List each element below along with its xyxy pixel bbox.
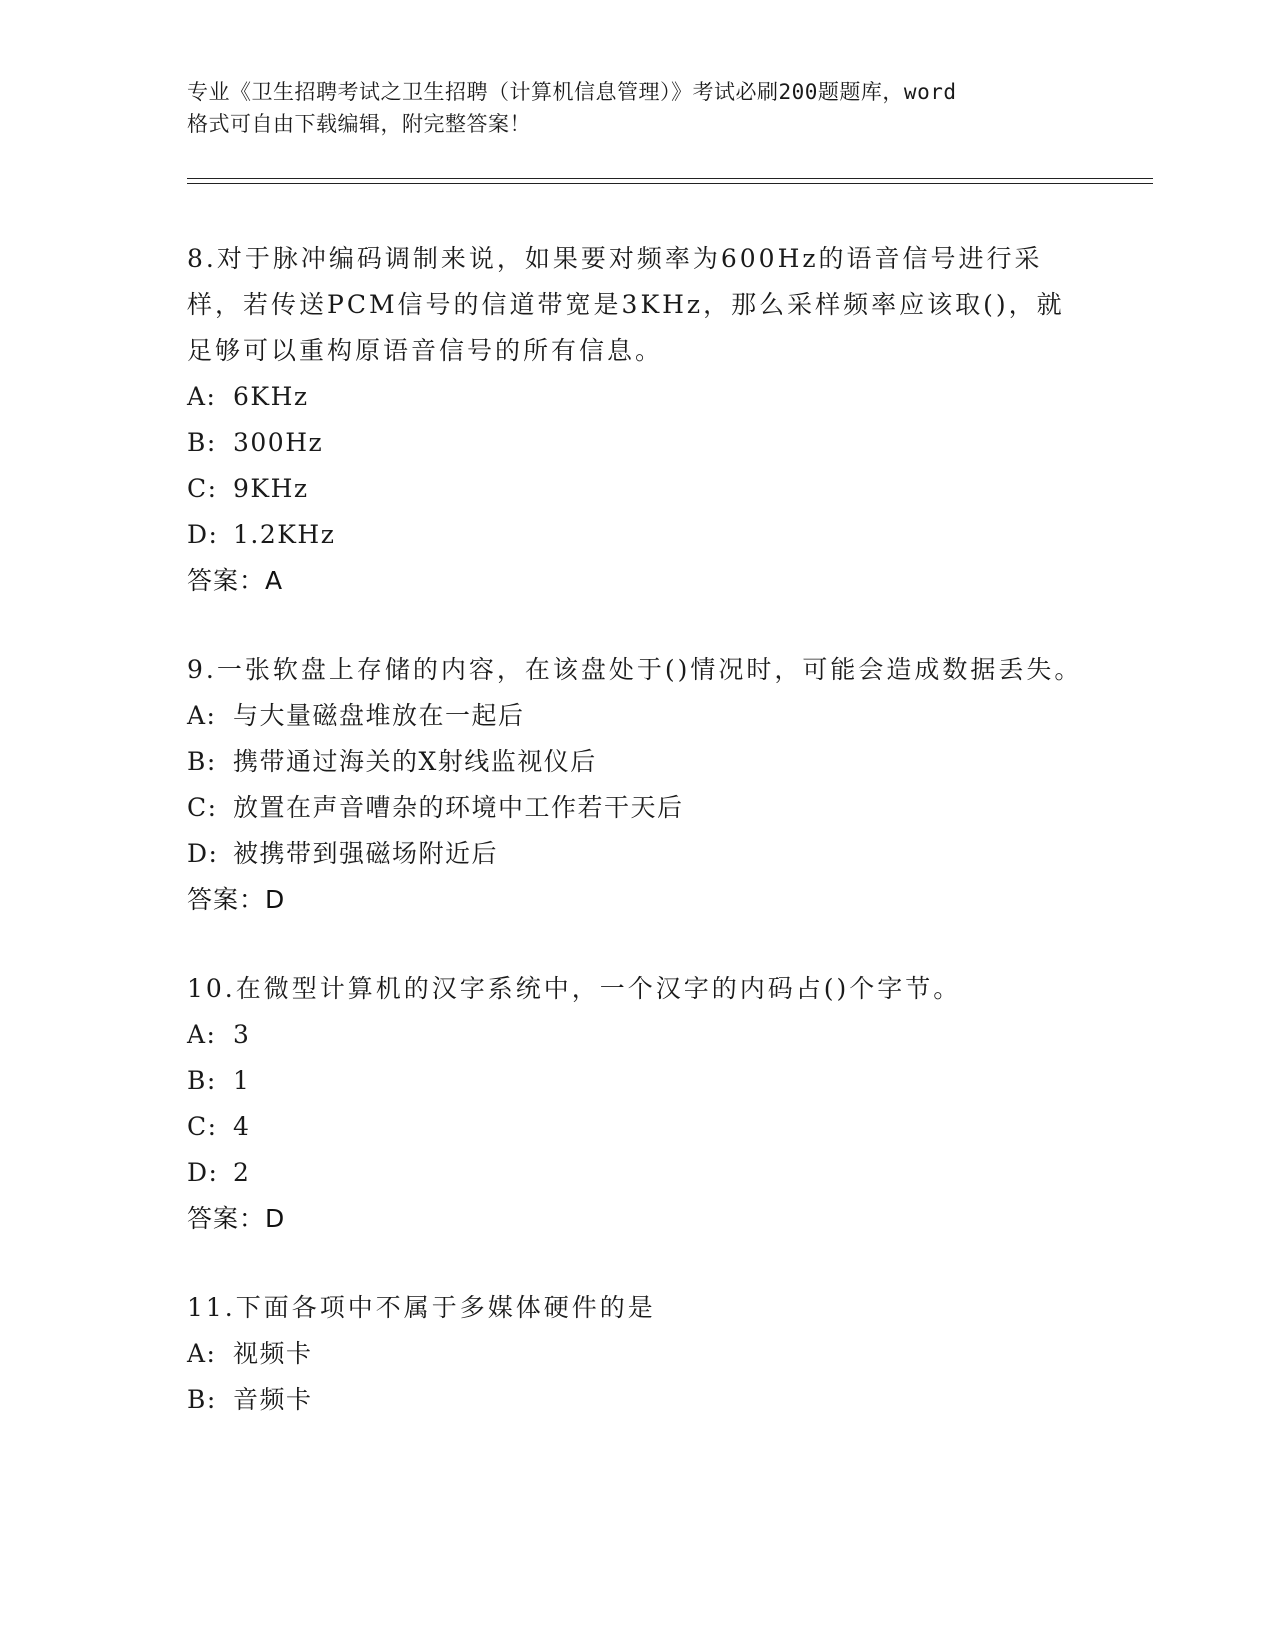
option-letter: B: xyxy=(187,747,217,776)
question-list xyxy=(187,236,1087,1466)
header-line-1: 专业《卫生招聘考试之卫生招聘（计算机信息管理）》考试必刷200题题库，word xyxy=(187,80,957,104)
document-header xyxy=(187,76,1097,140)
option-text: 被携带到强磁场附近后 xyxy=(233,839,499,868)
option-b xyxy=(187,1377,1087,1423)
option-letter: C: xyxy=(187,1112,218,1141)
option-letter: B: xyxy=(187,1385,217,1414)
option-letter: D: xyxy=(187,520,219,549)
option-letter: A: xyxy=(187,382,217,411)
option-a xyxy=(187,374,1087,420)
question-text: 8.对于脉冲编码调制来说，如果要对频率为600Hz的语音信号进行采样，若传送PCM信号的信道带宽是3KHz，那么采样频率应该取()，就足够可以重构原语音信号的所有信息。 xyxy=(187,244,1065,365)
option-letter: D: xyxy=(187,1158,219,1187)
option-text: 4 xyxy=(233,1112,251,1141)
question-11 xyxy=(187,1285,1087,1423)
question-text: 10.在微型计算机的汉字系统中，一个汉字的内码占()个字节。 xyxy=(187,974,962,1003)
option-letter: B: xyxy=(187,428,217,457)
option-letter: A: xyxy=(187,1339,217,1368)
answer-label: 答案：A xyxy=(187,566,284,595)
answer-label: 答案：D xyxy=(187,885,286,914)
question-text: 11.下面各项中不属于多媒体硬件的是 xyxy=(187,1293,656,1322)
option-b xyxy=(187,739,1087,785)
option-text: 2 xyxy=(233,1158,251,1187)
option-letter: A: xyxy=(187,1020,217,1049)
question-text: 9.一张软盘上存储的内容，在该盘处于()情况时，可能会造成数据丢失。 xyxy=(187,655,1083,684)
option-text: 1.2KHz xyxy=(233,520,336,549)
option-text: 携带通过海关的X射线监视仪后 xyxy=(233,747,597,776)
question-8 xyxy=(187,236,1087,604)
option-text: 300Hz xyxy=(233,428,324,457)
answer-label: 答案：D xyxy=(187,1204,286,1233)
option-letter: C: xyxy=(187,474,218,503)
option-text: 放置在声音嘈杂的环境中工作若干天后 xyxy=(233,793,684,822)
header-divider-top xyxy=(187,178,1153,179)
header-line-2: 格式可自由下载编辑，附完整答案！ xyxy=(187,112,531,136)
option-c xyxy=(187,466,1087,512)
option-text: 视频卡 xyxy=(233,1339,313,1368)
option-b xyxy=(187,1058,1087,1104)
option-text: 3 xyxy=(233,1020,251,1049)
option-letter: A: xyxy=(187,701,217,730)
option-d xyxy=(187,512,1087,558)
option-text: 6KHz xyxy=(233,382,309,411)
option-text: 9KHz xyxy=(233,474,309,503)
option-c xyxy=(187,785,1087,831)
option-letter: C: xyxy=(187,793,218,822)
option-b xyxy=(187,420,1087,466)
option-d xyxy=(187,831,1087,877)
option-text: 1 xyxy=(233,1066,251,1095)
option-a xyxy=(187,693,1087,739)
option-c xyxy=(187,1104,1087,1150)
question-9 xyxy=(187,647,1087,923)
question-10 xyxy=(187,966,1087,1242)
option-a xyxy=(187,1012,1087,1058)
option-text: 音频卡 xyxy=(233,1385,313,1414)
option-letter: D: xyxy=(187,839,219,868)
option-d xyxy=(187,1150,1087,1196)
option-text: 与大量磁盘堆放在一起后 xyxy=(233,701,525,730)
header-divider-bottom xyxy=(187,183,1153,184)
option-a xyxy=(187,1331,1087,1377)
option-letter: B: xyxy=(187,1066,217,1095)
